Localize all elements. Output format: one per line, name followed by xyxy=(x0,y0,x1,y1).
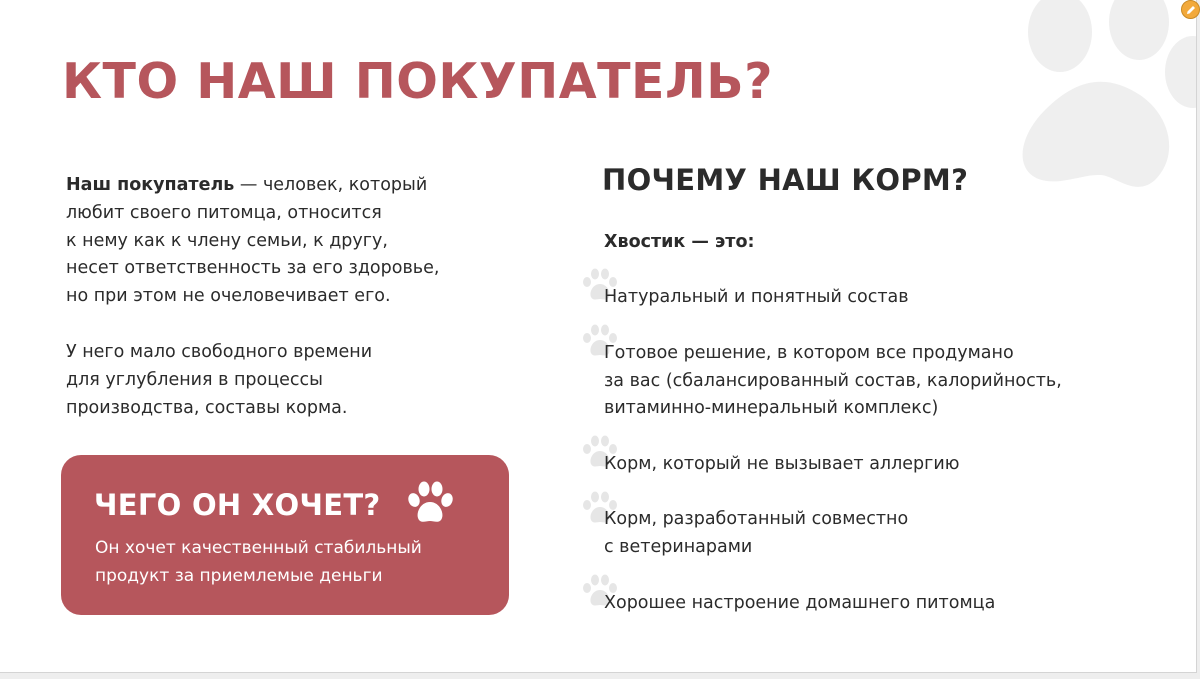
edit-badge[interactable] xyxy=(1181,0,1200,19)
benefit-line: Хорошее настроение домашнего питомца xyxy=(604,593,996,613)
benefit-item xyxy=(604,284,909,312)
want-description xyxy=(95,535,495,590)
paw-background-icon xyxy=(1005,0,1197,200)
benefit-line: витаминно-минеральный комплекс) xyxy=(604,398,939,418)
buyer-line: для углубления в процессы xyxy=(66,369,323,390)
buyer-line: любит своего питомца, относится xyxy=(66,202,382,223)
buyer-line: к нему как к члену семьи, к другу, xyxy=(66,230,388,251)
pencil-icon xyxy=(1185,4,1197,16)
benefit-item xyxy=(604,340,1062,423)
benefit-line: с ветеринарами xyxy=(604,536,753,557)
benefit-line: Корм, разработанный совместно xyxy=(604,509,909,529)
buyer-paragraph-1 xyxy=(66,172,526,311)
benefit-line: за вас (сбалансированный состав, калорийность, xyxy=(604,370,1062,391)
want-line: продукт за приемлемые деньги xyxy=(95,565,383,586)
buyer-bold: Наш покупатель xyxy=(66,175,235,195)
benefit-item xyxy=(604,451,959,479)
benefit-item xyxy=(604,590,995,618)
buyer-line: У него мало свободного времени xyxy=(66,341,373,362)
paw-icon xyxy=(406,480,454,526)
buyer-line: но при этом не очеловечивает его. xyxy=(66,286,391,307)
buyer-line xyxy=(66,172,526,200)
buyer-description xyxy=(66,172,526,422)
want-card xyxy=(61,455,509,615)
buyer-line-text: — человек, который xyxy=(234,175,428,195)
why-title: ПОЧЕМУ НАШ КОРМ? xyxy=(602,163,969,197)
why-subtitle: Хвостик — это: xyxy=(604,232,755,252)
want-title: ЧЕГО ОН ХОЧЕТ? xyxy=(94,488,381,522)
buyer-line: производства, составы корма. xyxy=(66,397,348,418)
want-line: Он хочет качественный стабильный xyxy=(95,538,422,558)
benefit-line: Корм, который не вызывает аллергию xyxy=(604,454,960,474)
benefit-item xyxy=(604,506,908,561)
buyer-paragraph-2 xyxy=(66,339,526,422)
benefit-line: Натуральный и понятный состав xyxy=(604,287,909,307)
page-title: КТО НАШ ПОКУПАТЕЛЬ? xyxy=(62,53,774,110)
benefit-line: Готовое решение, в котором все продумано xyxy=(604,343,1014,363)
buyer-line: несет ответственность за его здоровье, xyxy=(66,258,440,279)
